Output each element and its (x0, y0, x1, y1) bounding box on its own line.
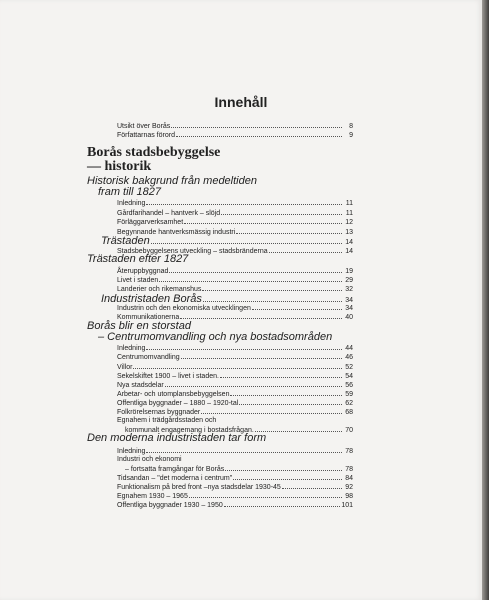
toc-entry: Industrin och den ekonomiska utvecklingen 34 (117, 305, 353, 312)
toc-entry: Kommunikationerna 40 (117, 314, 353, 321)
toc-entry: Utsikt över Borås 8 (117, 123, 353, 130)
toc-entry: Nya stadsdelar 56 (117, 382, 353, 389)
toc-entry: kommunalt engagemang i bostadsfrågan. 70 (125, 427, 353, 434)
section-title: Den moderna industristaden tar form (87, 432, 267, 444)
toc-entry-line1: Egnahem i trädgårdsstaden och (117, 417, 217, 424)
toc-entry: Stadsbebyggelsens utveckling – stadsbränderna 14 (117, 248, 353, 255)
toc-entry: Begynnande hantverksmässig industri 13 (117, 229, 353, 236)
toc-entry-line1: Industri och ekonomi (117, 456, 182, 463)
main-heading-line1: Borås stadsbebyggelse (87, 145, 221, 160)
toc-entry: Offentliga byggnader 1930 – 1950 101 (117, 502, 353, 509)
toc-entry: Livet i staden 29 (117, 277, 353, 284)
section-title: Historisk bakgrund från medeltiden (87, 175, 257, 187)
toc-entry: Inledning 44 (117, 345, 353, 352)
page-title: Innehåll (214, 94, 268, 110)
section-title: Trästaden efter 1827 (87, 253, 189, 265)
section-row: Trästaden 14 (101, 235, 353, 247)
main-heading-line2: — historik (87, 159, 152, 174)
section-title: Borås blir en storstad (87, 320, 191, 332)
toc-entry: Sekelskiftet 1900 – livet i staden. 54 (117, 373, 353, 380)
toc-entry: Återuppbyggnad 19 (117, 268, 353, 275)
toc-entry: Gårdfarihandel – hantverk – slöjd 11 (117, 210, 353, 217)
toc-entry: Villor 52 (117, 364, 353, 371)
section-row: Industristaden Borås 34 (101, 293, 353, 305)
toc-entry: Förläggarverksamhet 12 (117, 219, 353, 226)
toc-entry: – fortsatta framgångar för Borås 78 (125, 466, 353, 473)
toc-entry: Författarnas förord 9 (117, 132, 353, 139)
book-spine-edge (482, 0, 489, 600)
toc-entry: Inledning 78 (117, 448, 353, 455)
section-title-line2: fram till 1827 (98, 186, 161, 198)
toc-entry: Folkrörelsernas byggnader 68 (117, 409, 353, 416)
toc-entry: Arbetar- och utomplansbebyggelsen 59 (117, 391, 353, 398)
toc-entry: Offentliga byggnader – 1880 – 1920-tal 62 (117, 400, 353, 407)
toc-entry: Landerier och rikemanshus 32 (117, 286, 353, 293)
toc-entry: Funktionalism på bred front –nya stadsdelar 1930-45 92 (117, 484, 353, 491)
toc-entry: Inledning 11 (117, 200, 353, 207)
section-title-line2: – Centrumomvandling och nya bostadsområden (98, 331, 333, 343)
toc-entry: Egnahem 1930 – 1965 98 (117, 493, 353, 500)
toc-entry: Centrumomvandling 46 (117, 354, 353, 361)
toc-entry: Tidsandan – "det moderna i centrum" 84 (117, 475, 353, 482)
